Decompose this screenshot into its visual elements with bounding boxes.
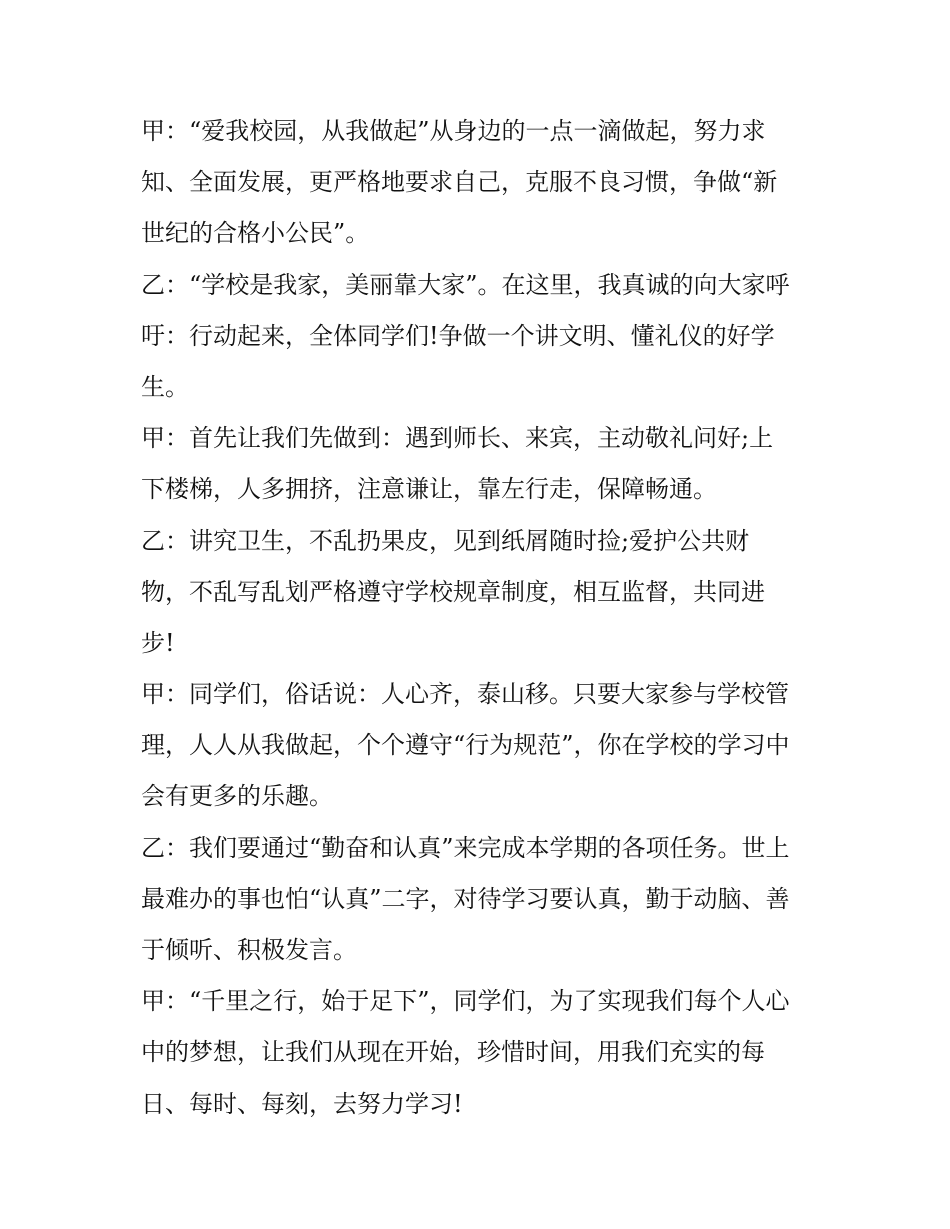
- text-line: 中的梦想，让我们从现在开始，珍惜时间，用我们充实的每: [141, 1038, 765, 1067]
- text-line: 下楼梯，人多拥挤，注意谦让，靠左行走，保障畅通。: [141, 475, 717, 504]
- text-line: 会有更多的乐趣。: [141, 782, 333, 811]
- text-line: 甲：“爱我校园，从我做起”从身边的一点一滴做起，努力求: [141, 117, 766, 145]
- text-line: 最难办的事也怕“认真”二字，对待学习要认真，勤于动脑、善: [141, 884, 790, 913]
- text-line: 步!: [141, 628, 175, 657]
- text-line: 日、每时、每刻，去努力学习!: [141, 1089, 463, 1118]
- document-body: [141, 106, 821, 1130]
- text-line: 甲：首先让我们先做到：遇到师长、来宾，主动敬礼问好;上: [141, 424, 774, 453]
- text-line: 理，人人从我做起，个个遵守“行为规范”，你在学校的学习中: [141, 731, 790, 760]
- text-line: 于倾听、积极发言。: [141, 936, 357, 964]
- text-line: 知、全面发展，更严格地要求自己，克服不良习惯，争做“新: [141, 168, 778, 197]
- text-line: 物，不乱写乱划严格遵守学校规章制度，相互监督，共同进: [141, 577, 765, 606]
- text-line: 甲：同学们，俗话说：人心齐，泰山移。只要大家参与学校管: [141, 680, 789, 709]
- text-line: 乙：讲究卫生，不乱扔果皮，见到纸屑随时捡;爱护公共财: [141, 526, 750, 555]
- text-line: 吁：行动起来，全体同学们!争做一个讲文明、懂礼仪的好学: [141, 321, 775, 350]
- text-line: 乙：“学校是我家，美丽靠大家”。在这里，我真诚的向大家呼: [141, 270, 790, 299]
- text-line: 乙：我们要通过“勤奋和认真”来完成本学期的各项任务。世上: [141, 833, 790, 862]
- text-line: 世纪的合格小公民”。: [141, 219, 370, 248]
- text-line: 生。: [141, 372, 189, 401]
- text-line: 甲：“千里之行，始于足下”，同学们，为了实现我们每个人心: [141, 987, 790, 1016]
